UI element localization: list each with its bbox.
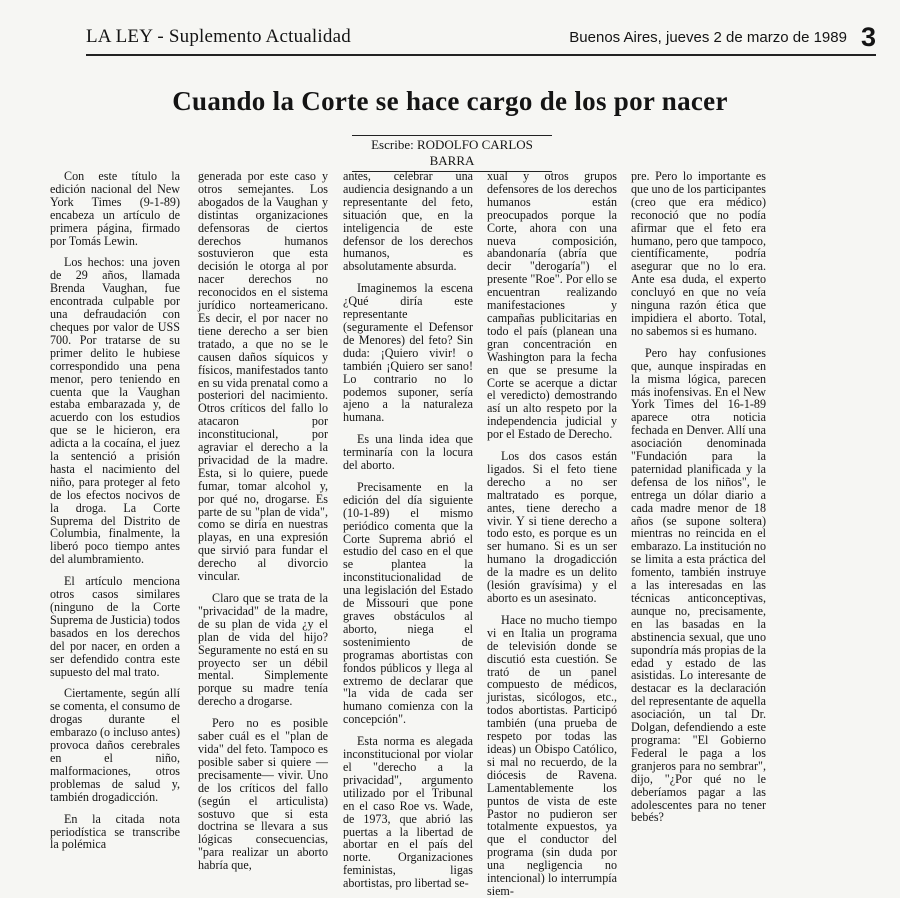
- paragraph: antes, celebrar una audiencia designando a un representante del feto, situación que, en la inteligencia de este defensor de los derechos humanos, es absolutamente absurda.: [343, 169, 473, 274]
- text-column-1: [50, 169, 180, 852]
- paragraph: Imaginemos la escena ¿Qué diría este representante (seguramente el Defensor de Menores) del feto? Sin duda: ¡Quiero vivir! o también ¡Quiero ser sano! Lo contrario no lo podemos suponer, sería ajeno a la naturaleza humana.: [343, 281, 473, 425]
- paragraph: Precisamente en la edición del día siguiente (10-1-89) el mismo periódico comenta que la Corte Suprema abrió el estudio del caso en el que se plantea la inconstitucionalidad de una legislación del Estado de Missouri que pone graves obstáculos al aborto, niega el sostenimiento de programas abortistas con fondos públicos y llega al extremo de declarar que "la vida de cada ser humano comienza con la concepción".: [343, 479, 473, 727]
- paragraph: Hace no mucho tiempo vi en Italia un programa de televisión donde se discutió esta cuestión. Se trató de un panel compuesto de médicos, juristas, sicólogos, etc., todos abortistas. Participó también (una prueba de respeto por todas las ideas) un Obispo Católico, si mal no recuerdo, de la diócesis de Ravena. Lamentablemente los puntos de vista de este Pastor no pudieron ser totalmente expuestos, ya que el conductor del programa (sin duda por una negligencia no intencional) lo interrumpía siem-: [487, 612, 617, 898]
- article-headline: Cuando la Corte se hace cargo de los por nacer: [172, 86, 728, 116]
- page-header: [86, 20, 876, 56]
- issue-date: Buenos Aires, jueves 2 de marzo de 1989: [569, 28, 847, 46]
- header-right: [569, 22, 876, 53]
- paragraph: Con este título la edición nacional del New York Times (9-1-89) encabeza un artículo de primera página, firmado por Tomás Lewin.: [50, 169, 180, 248]
- paragraph: El artículo menciona otros casos similares (ninguno de la Corte Suprema de Justicia) todos basados en los derechos del por nacer, en orden a ser defendido contra este supuesto del mal trato.: [50, 574, 180, 679]
- paragraph: Es una linda idea que terminaría con la locura del aborto.: [343, 432, 473, 473]
- paragraph: En la citada nota periodística se transcribe la polémica: [50, 811, 180, 852]
- text-column-3: [343, 169, 473, 891]
- text-column-5: [631, 169, 767, 825]
- paragraph: Los dos casos están ligados. Si el feto tiene derecho a no ser maltratado es porque, antes, tiene derecho a vivir. Y si tiene derecho a todo esto, es porque es un ser humano. Si es un ser humano la drogadicción de la madre es un delito (lesión gravísima) y el aborto es un asesinato.: [487, 449, 617, 605]
- paragraph: Claro que se trata de la "privacidad" de la madre, de su plan de vida ¿y el plan de vida del hijo? Seguramente no está en su proyecto ser un débil mental. Simplemente porque su madre tenía derecho a drogarse.: [198, 591, 328, 709]
- paragraph: Esta norma es alegada inconstitucional por violar el "derecho a la privacidad", argumento utilizado por el Tribunal en el caso Roe vs. Wade, de 1973, que abrió las puertas a la libertad de abortar en el país del norte. Organizaciones feministas, ligas abortistas, pro libertad se-: [343, 734, 473, 891]
- text-column-2: [198, 169, 328, 873]
- paragraph: Pero no es posible saber cuál es el "plan de vida" del feto. Tampoco es posible saber si quiere —precisamente— vivir. Uno de los críticos del fallo (según el articulista) sostuvo que si esta doctrina se llevara a sus lógicas consecuencias, "para realizar un aborto habría que,: [198, 716, 328, 873]
- paragraph: generada por este caso y otros semejantes. Los abogados de la Vaughan y distintas organizaciones defensoras de ciertos derechos humanos sostuvieron que esta decisión le otorga al por nacer derechos no reconocidos en el sistema jurídico norteamericano. Es decir, el por nacer no tiene derecho a ser bien tratado, a que no se le causen daños síquicos y físicos, manifestados tanto en su vida prenatal como a posteriori del nacimiento. Otros críticos del fallo lo atacaron por inconstitucional, por agraviar el derecho a la privacidad de la madre. Esta, si lo quiere, puede fumar, tomar alcohol y, por qué no, drogarse. Es parte de su "plan de vida", como se diría en nuestras playas, en una expresión que sirvió para fundar el derecho al divorcio vincular.: [198, 169, 328, 584]
- article-byline: Escribe: RODOLFO CARLOS BARRA: [352, 135, 552, 172]
- publication-name: LA LEY - Suplemento Actualidad: [86, 26, 351, 47]
- paragraph: Pero hay confusiones que, aunque inspiradas en la misma lógica, parecen más inofensivas. En el New York Times del 16-1-89 aparece otra noticia fechada en Denver. Allí una asociación denominada "Fundación para la paternidad planificada y la defensa de los niños", le entrega un dólar diario a cada madre menor de 18 años (se supone soltera) mientras no reincida en el embarazo. La institución no se limita a esta práctica del fomento, también instruye a las interesadas en las técnicas anticonceptivas, aunque no, precisamente, en las basadas en la abstinencia sexual, que uno supondría más propias de la edad y estado de las asistidas. Lo interesante de destacar es la declaración del representante de aquella asociación, un tal Dr. Dolgan, defendiendo a este programa: "El Gobierno Federal le paga a los granjeros para no sembrar", dijo, "¿Por qué no le deberíamos pagar a las adolescentes para no tener bebés?: [631, 345, 767, 825]
- paragraph: pre. Pero lo importante es que uno de los participantes (creo que era médico) reconoció que no podía afirmar que el feto era humano, pero que tampoco, científicamente, podría asegurar que no lo era. Ante esa duda, el experto concluyó en que no veía ninguna razón ética que impidiera el aborto. Total, no sabemos si es humano.: [631, 169, 767, 338]
- text-column-4: [487, 169, 617, 898]
- page-number: 3: [860, 21, 876, 52]
- paragraph: xual y otros grupos defensores de los derechos humanos están preocupados porque la Corte, ahora con una nueva composición, abandonaría (abría que decir "derogaría") el presente "Roe". Por ello se encuentran realizando manifestaciones y campañas publicitarias en todo el país (planean una gran concentración en Washington para la fecha en que se presume la Corte se acerque a dictar el veredicto) demostrando así un alto respeto por la independencia judicial y por el Estado de Derecho.: [487, 169, 617, 442]
- paragraph: Ciertamente, según allí se comenta, el consumo de drogas durante el embarazo (o incluso antes) provoca daños cerebrales en el niño, malformaciones, otros problemas de salud y, también drogadicción.: [50, 686, 180, 804]
- paragraph: Los hechos: una joven de 29 años, llamada Brenda Vaughan, fue encontrada culpable por una defraudación con cheques por valor de USS 700. Por tratarse de su primer delito le hubiese correspondido una pena menor, pero teniendo en cuenta que la Vaughan estaba embarazada y, de acuerdo con los estudios que se le hicieron, era adicta a la cocaína, el juez la sentenció a prisión hasta el nacimiento del niño, para proteger al feto de los efectos nocivos de la droga. La Corte Suprema del Distrito de Columbia, finalmente, la liberó poco tiempo antes del alumbramiento.: [50, 255, 180, 567]
